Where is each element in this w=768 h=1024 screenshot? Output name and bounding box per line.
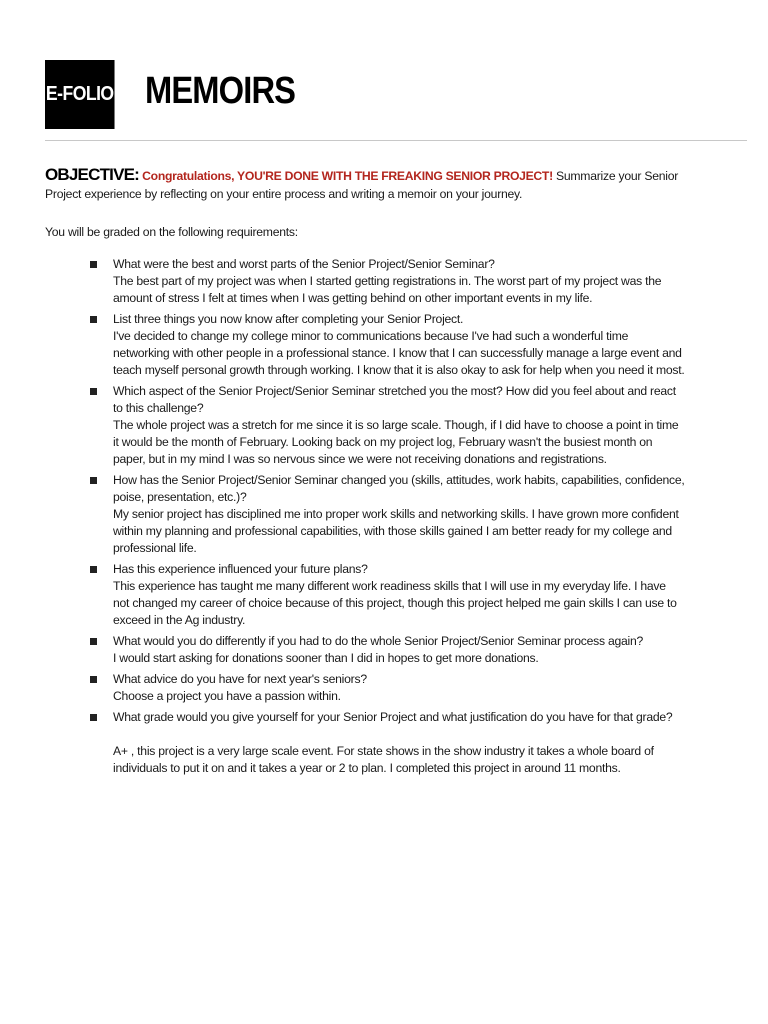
answer-text: The best part of my project was when I started getting registrations in. The worst part of my project was the amount of stress I felt at times when I was getting behind on other important events in my life. (113, 274, 662, 305)
answer-text: This experience has taught me many different work readiness skills that I will use in my everyday life. I have not changed my career of choice because of this project, though this project helped me gain skills I can use to exceed in the Ag industry. (113, 579, 677, 627)
list-item (113, 709, 685, 777)
bullet-icon (90, 676, 97, 683)
requirements-intro: You will be graded on the following requirements: (45, 225, 298, 239)
page-header (45, 60, 296, 129)
bullet-icon (90, 477, 97, 484)
list-item (113, 472, 685, 557)
bullet-icon (90, 566, 97, 573)
question-text: Which aspect of the Senior Project/Senior Seminar stretched you the most? How did you feel about and react to this challenge? (113, 384, 676, 415)
question-text: What grade would you give yourself for your Senior Project and what justification do you have for that grade? (113, 710, 673, 724)
efolio-logo: E-FOLIO (45, 60, 115, 129)
answer-text: A+ , this project is a very large scale event. For state shows in the show industry it takes a whole board of individuals to put it on and it takes a year or 2 to plan. I completed this project in around 11 months. (113, 744, 654, 775)
list-item (113, 671, 685, 705)
answer-text: The whole project was a stretch for me since it is so large scale. Though, if I did have to choose a point in time it would be the month of February. Looking back on my project log, February wasn't the busiest month on paper, but in my mind I was so nervous since we were not receiving donations and registrations. (113, 418, 679, 466)
list-item (113, 383, 685, 468)
answer-text: I've decided to change my college minor to communications because I've had such a wonderful time networking with other people in a professional stance. I know that I can successfully manage a large event and teach myself personal growth through working. I know that it is also okay to ask for help when you need it most. (113, 329, 685, 377)
question-text: What were the best and worst parts of the Senior Project/Senior Seminar? (113, 257, 495, 271)
answer-text: I would start asking for donations sooner than I did in hopes to get more donations. (113, 651, 539, 665)
question-text: What advice do you have for next year's seniors? (113, 672, 367, 686)
bullet-icon (90, 638, 97, 645)
bullet-icon (90, 388, 97, 395)
bullet-icon (90, 261, 97, 268)
objective-highlight: Congratulations, YOU'RE DONE WITH THE FREAKING SENIOR PROJECT! (142, 169, 553, 183)
answer-text: Choose a project you have a passion within. (113, 689, 341, 703)
question-text: How has the Senior Project/Senior Seminar changed you (skills, attitudes, work habits, capabilities, confidence, poise, presentation, etc.)? (113, 473, 685, 504)
objective-paragraph (45, 166, 685, 203)
requirements-list (45, 256, 685, 777)
list-item (113, 561, 685, 629)
page-title: MEMOIRS (145, 70, 296, 112)
list-item (113, 311, 685, 379)
bullet-icon (90, 316, 97, 323)
answer-text: My senior project has disciplined me into proper work skills and networking skills. I have grown more confident within my planning and professional capabilities, with those skills gained I am better ready for my college and professional life. (113, 507, 679, 555)
bullet-icon (90, 714, 97, 721)
objective-label: OBJECTIVE: (45, 165, 140, 184)
list-item (113, 256, 685, 307)
question-text: Has this experience influenced your future plans? (113, 562, 368, 576)
list-item (113, 633, 685, 667)
question-text: What would you do differently if you had to do the whole Senior Project/Senior Seminar process again? (113, 634, 644, 648)
objective-text: Summarize your Senior Project experience by reflecting on your entire process and writing a memoir on your journey. (45, 169, 679, 201)
document-body (45, 166, 685, 781)
header-divider (45, 140, 747, 141)
question-text: List three things you now know after completing your Senior Project. (113, 312, 464, 326)
